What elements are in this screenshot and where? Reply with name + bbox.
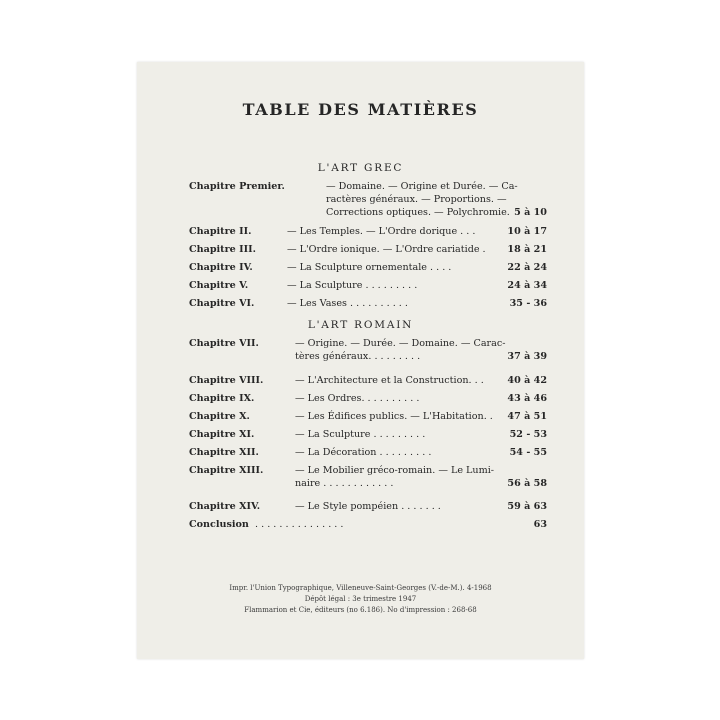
page-range: 56 à 58 xyxy=(507,478,547,489)
chapter-title-line: — Le Style pompéien . . . . . . . xyxy=(295,501,441,512)
chapter-title-line: ractères généraux. — Proportions. — xyxy=(326,194,507,205)
imprint-line-publisher: Flammarion et Cie, éditeurs (no 6.186). No d'impression : 268-68 xyxy=(244,606,477,614)
toc-entry xyxy=(189,180,547,219)
toc-entry xyxy=(189,225,547,238)
section-heading: L'ART ROMAIN xyxy=(307,319,414,331)
toc-entry xyxy=(189,374,547,387)
toc-entry xyxy=(189,410,547,423)
page-range: 18 à 21 xyxy=(507,244,547,255)
toc-entry xyxy=(189,337,547,363)
chapter-title-line: — Les Vases . . . . . . . . . . xyxy=(287,298,408,309)
toc-entry xyxy=(189,518,547,531)
page-range: 59 à 63 xyxy=(507,501,547,512)
chapter-title-line: Corrections optiques. — Polychromie. xyxy=(326,207,510,218)
chapter-label: Conclusion xyxy=(189,519,249,530)
chapter-label: Chapitre VII. xyxy=(189,338,259,349)
page-range: 35 - 36 xyxy=(509,298,547,309)
chapter-title-line: — Les Temples. — L'Ordre dorique . . . xyxy=(287,226,476,237)
page-range: 22 à 24 xyxy=(507,262,547,273)
chapter-title-line: — Origine. — Durée. — Domaine. — Carac- xyxy=(295,338,506,349)
chapter-label: Chapitre XIV. xyxy=(189,501,261,512)
page-range: 52 - 53 xyxy=(509,429,547,440)
chapter-label: Chapitre VIII. xyxy=(189,375,264,386)
toc-entry xyxy=(189,464,547,490)
toc-entry xyxy=(189,428,547,441)
page-range: 10 à 17 xyxy=(507,226,547,237)
page-range: 47 à 51 xyxy=(507,411,547,422)
chapter-label: Chapitre Premier. xyxy=(189,181,285,192)
chapter-label: Chapitre XII. xyxy=(189,447,259,458)
chapter-label: Chapitre III. xyxy=(189,244,256,255)
page-range: 63 xyxy=(533,519,547,530)
chapter-title-line: tères généraux. . . . . . . . . xyxy=(295,351,421,362)
toc-entry xyxy=(189,279,547,292)
page-range: 37 à 39 xyxy=(507,351,547,362)
imprint-line-legal-deposit: Dépôt légal : 3e trimestre 1947 xyxy=(304,595,417,603)
page-title: TABLE DES MATIÈRES xyxy=(242,100,479,119)
page-range: 24 à 34 xyxy=(507,280,547,291)
toc-entry xyxy=(189,446,547,459)
chapter-title-line: — Le Mobilier gréco-romain. — Le Lumi- xyxy=(295,465,495,476)
toc-entry xyxy=(189,261,547,274)
chapter-title-line: naire . . . . . . . . . . . . xyxy=(295,478,394,489)
chapter-label: Chapitre VI. xyxy=(189,298,255,309)
toc-entry xyxy=(189,243,547,256)
document-page xyxy=(137,62,584,659)
chapter-label: Chapitre IX. xyxy=(189,393,255,404)
chapter-label: Chapitre V. xyxy=(189,280,249,291)
page-range: 5 à 10 xyxy=(514,207,547,218)
toc-entry xyxy=(189,297,547,310)
imprint-block xyxy=(137,583,584,616)
section-heading: L'ART GREC xyxy=(317,162,404,174)
chapter-title-line: — La Décoration . . . . . . . . . xyxy=(295,447,432,458)
toc-entry xyxy=(189,500,547,513)
chapter-title-line: — L'Ordre ionique. — L'Ordre cariatide . xyxy=(287,244,486,255)
chapter-label: Chapitre X. xyxy=(189,411,250,422)
page-range: 40 à 42 xyxy=(507,375,547,386)
chapter-title-line: — La Sculpture . . . . . . . . . xyxy=(295,429,426,440)
chapter-label: Chapitre XIII. xyxy=(189,465,264,476)
page-range: 54 - 55 xyxy=(509,447,547,458)
chapter-title-line: — La Sculpture ornementale . . . . xyxy=(287,262,452,273)
chapter-label: Chapitre XI. xyxy=(189,429,255,440)
toc-entry xyxy=(189,392,547,405)
chapter-title-line: . . . . . . . . . . . . . . . xyxy=(255,519,344,530)
chapter-title-line: — La Sculpture . . . . . . . . . xyxy=(287,280,418,291)
chapter-title-line: — Les Édifices publics. — L'Habitation. . xyxy=(295,411,493,422)
chapter-title-line: — Les Ordres. . . . . . . . . . xyxy=(295,393,420,404)
page-range: 43 à 46 xyxy=(507,393,547,404)
chapter-title-line: — L'Architecture et la Construction. . . xyxy=(295,375,484,386)
chapter-label: Chapitre II. xyxy=(189,226,252,237)
chapter-label: Chapitre IV. xyxy=(189,262,253,273)
chapter-title-line: — Domaine. — Origine et Durée. — Ca- xyxy=(326,181,518,192)
imprint-line-printer: Impr. l'Union Typographique, Villeneuve-Saint-Georges (V.-de-M.). 4-1968 xyxy=(229,584,492,592)
